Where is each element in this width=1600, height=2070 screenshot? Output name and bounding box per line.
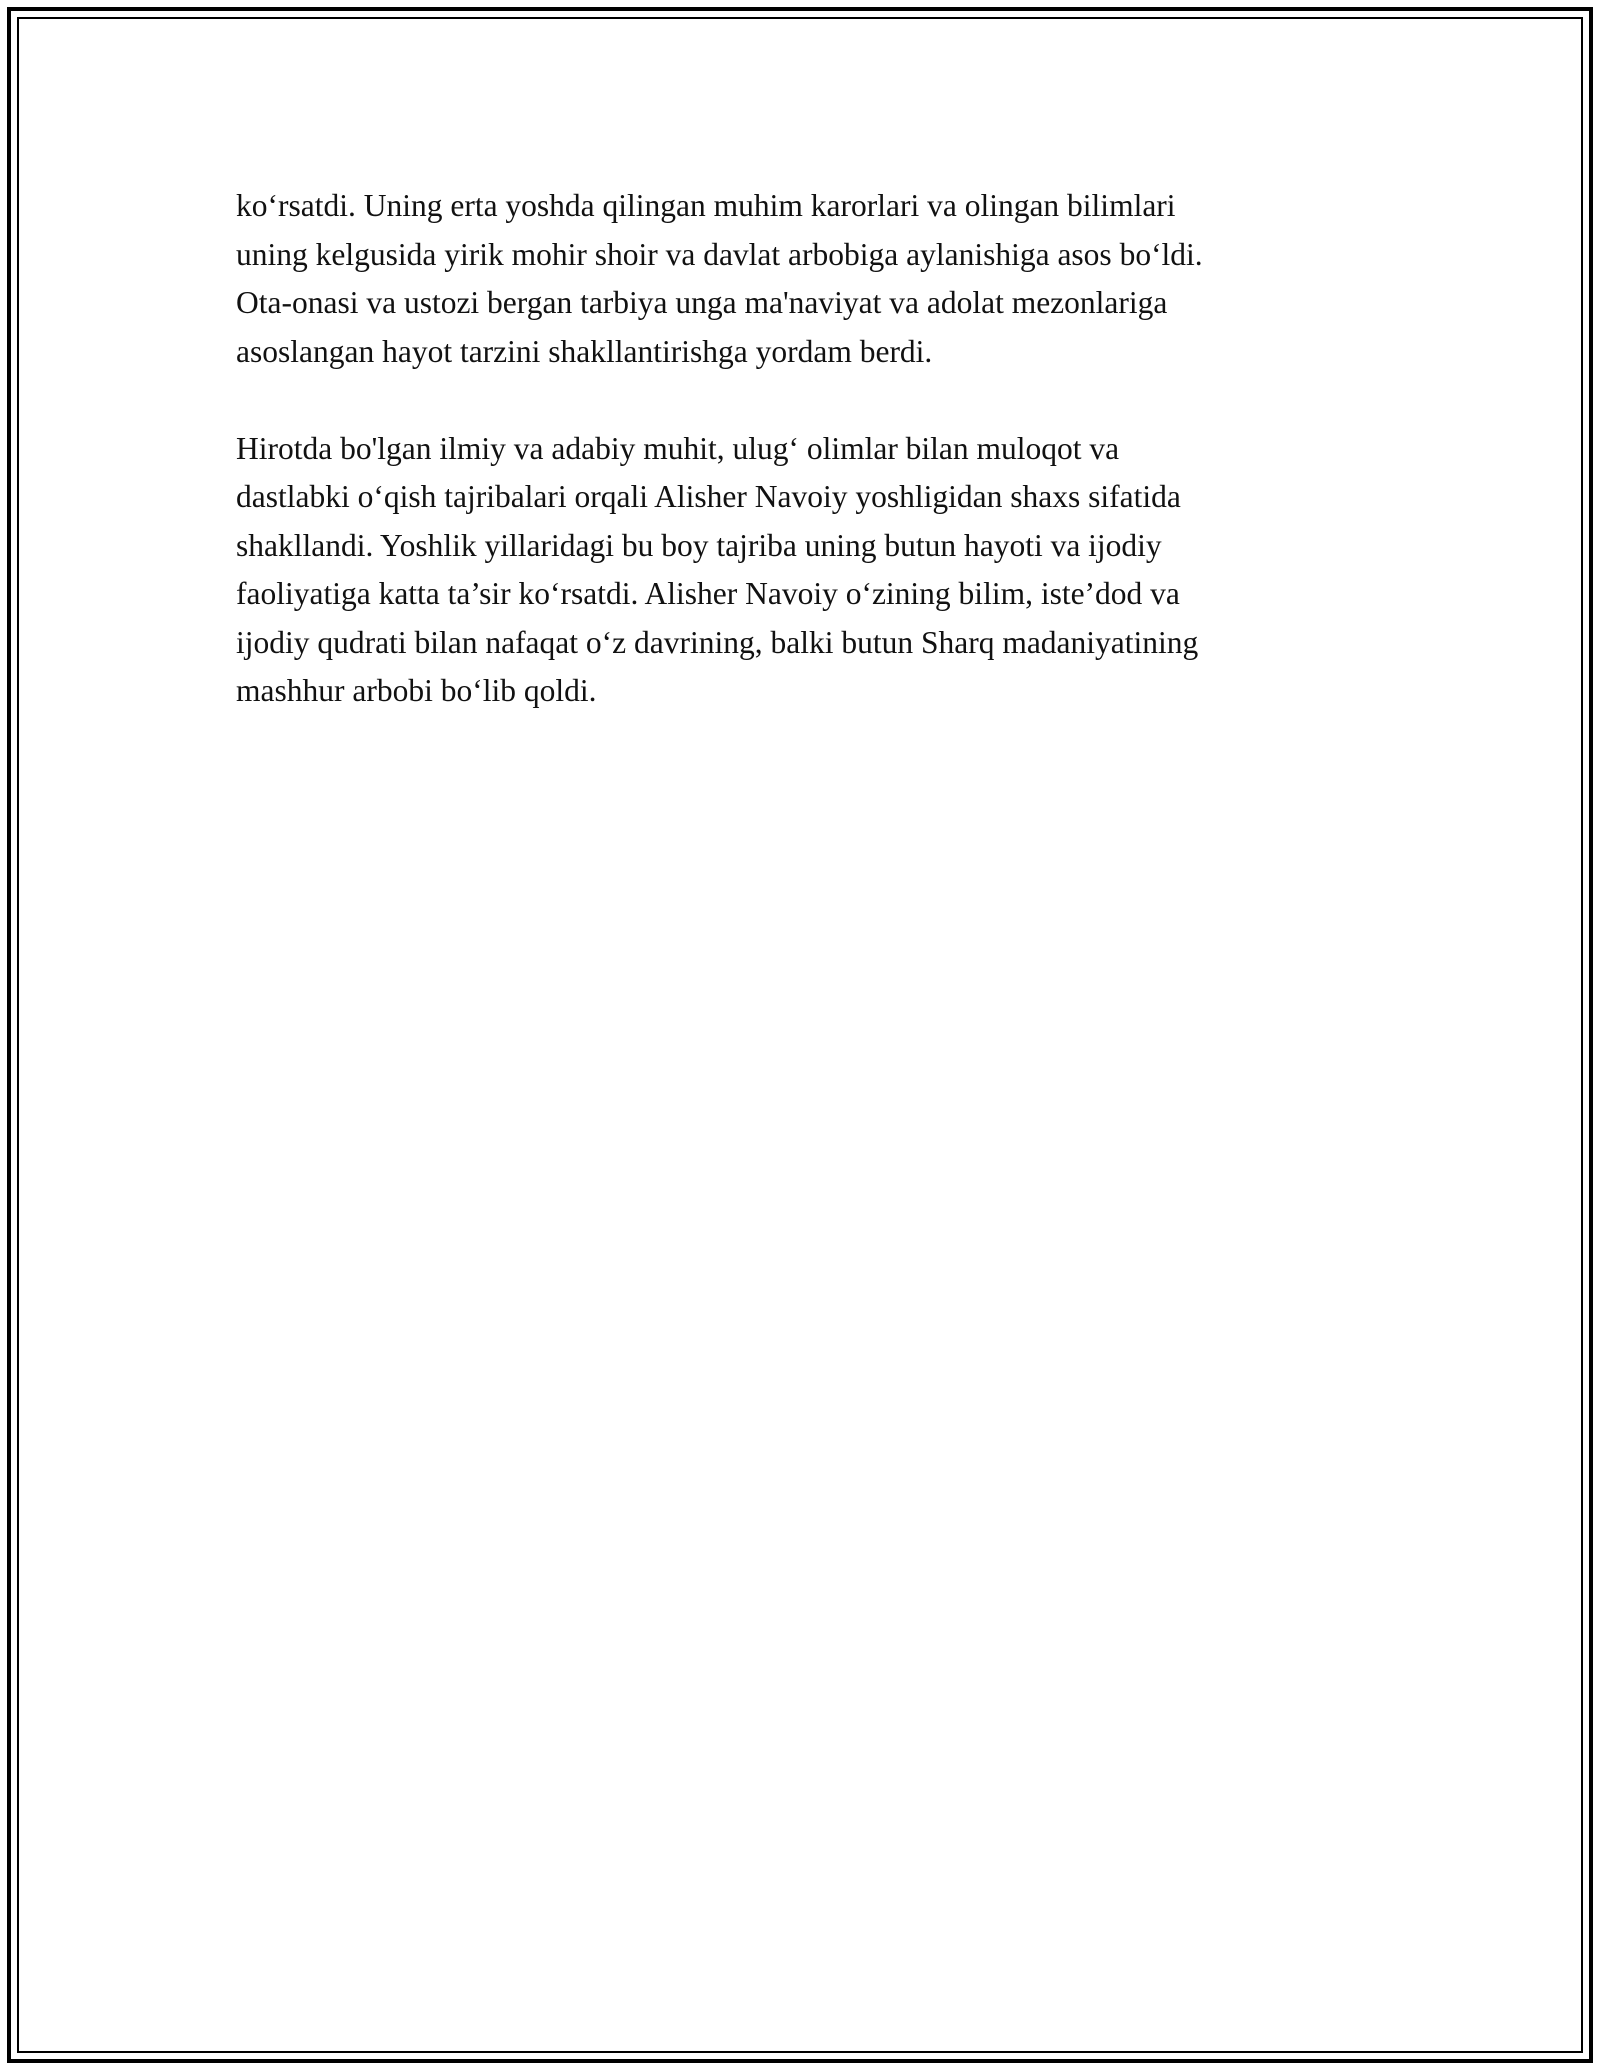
paragraph-line: shakllandi. Yoshlik yillaridagi bu boy tajriba uning butun hayoti va ijodiy	[236, 527, 1162, 563]
paragraph-line: ko‘rsatdi. Uning erta yoshda qilingan muhim karorlari va olingan bilimlari	[236, 188, 1176, 223]
paragraph-1	[236, 182, 1416, 376]
paragraph-line: uning kelgusida yirik mohir shoir va davlat arbobiga aylanishiga asos bo‘ldi.	[236, 236, 1203, 272]
paragraph-line: mashhur arbobi bo‘lib qoldi.	[236, 673, 597, 708]
paragraph-line: ijodiy qudrati bilan nafaqat o‘z davrining, balki butun Sharq madaniyatining	[236, 624, 1199, 660]
paragraph-line: asoslangan hayot tarzini shakllantirishga yordam berdi.	[236, 333, 933, 369]
paragraph-2	[236, 425, 1416, 716]
paragraph-line: Hirotda bo'lgan ilmiy va adabiy muhit, ulug‘ olimlar bilan muloqot va	[236, 430, 1120, 466]
paragraph-line: faoliyatiga katta ta’sir ko‘rsatdi. Alisher Navoiy o‘zining bilim, iste’dod va	[236, 576, 1180, 611]
document-body	[236, 182, 1416, 764]
paragraph-line: dastlabki o‘qish tajribalari orqali Alisher Navoiy yoshligidan shaxs sifatida	[236, 479, 1181, 514]
paragraph-line: Ota-onasi va ustozi bergan tarbiya unga ma'naviyat va adolat mezonlariga	[236, 285, 1168, 320]
